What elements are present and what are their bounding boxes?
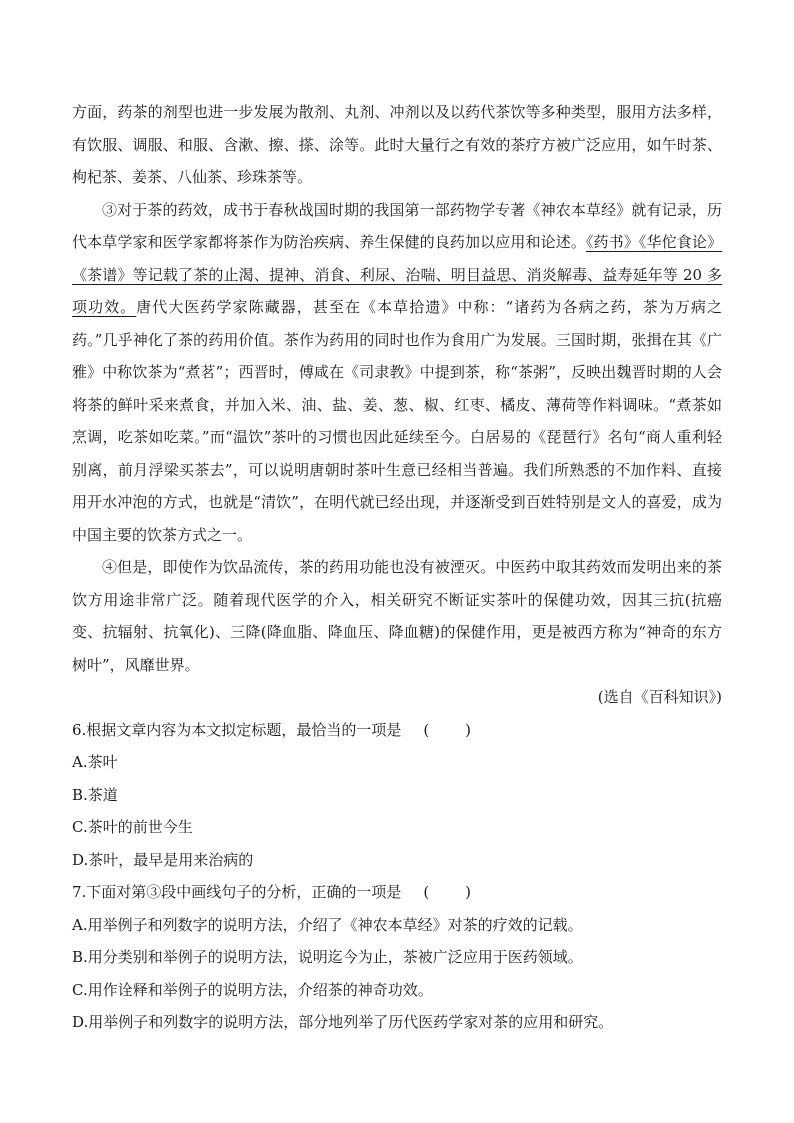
option-d[interactable]: D.用举例子和列数字的说明方法，部分地列举了历代医药学家对茶的应用和研究。 xyxy=(72,1013,614,1031)
option-a[interactable]: A.用举例子和列数字的说明方法，介绍了《神农本草经》对茶的疗效的记载。 xyxy=(72,915,583,934)
question-stem xyxy=(72,876,722,909)
paragraph-3-opening: ③对于茶的药效，成书于春秋战国时期的我国第一部药物学专著《神农本草经》就有记录，历代本草学家和医学家都将茶作为防治疾病、养生保健的良药加以应用和论述。 xyxy=(72,200,722,251)
paragraph-3-rest: 唐代大医药学家陈藏器，甚至在《本草拾遗》中称：“诸药为各病之药，茶为万病之药。”几乎神化了茶的药用价值。茶作为药用的同时也作为食用广为发展。三国时期，张揖在其《广雅》中称饮茶为“煮茗”；西晋时，傅咸在《司隶教》中提到茶，称“茶粥”，反映出魏晋时期的人会将茶的鲜叶采来煮食，并加入米、油、盐、姜、葱、椒、红枣、橘皮、薄荷等作料调味。“煮茶如烹调，吃茶如吃菜。”而“温饮”茶叶的习惯也因此延续至今。白居易的《琵琶行》名句“商人重利轻别离，前月浮梁买茶去”，可以说明唐朝时茶叶生意已经相当普遍。我们所熟悉的不加作料、直接用开水冲泡的方式，也就是“清饮”，在明代就已经出现，并逐渐受到百姓特别是文人的喜爱，成为中国主要的饮茶方式之一。 xyxy=(72,298,722,544)
option-b[interactable]: B.茶道 xyxy=(72,785,118,804)
option-d[interactable]: D.茶叶，最早是用来治病的 xyxy=(72,850,254,869)
answer-blank: ( ) xyxy=(423,883,474,901)
question-6-text: 6.根据文章内容为本文拟定标题，最恰当的一项是 xyxy=(72,720,402,739)
source-citation: (选自《百科知识》) xyxy=(597,688,722,706)
passage-paragraph-4: ④但是，即使作为饮品流传，茶的药用功能也没有被湮灭。中医药中取其药效而发明出来的茶饮方用途非常广泛。随着现代医学的介入，相关研究不断证实茶叶的保健功效，因其三抗(抗癌变、抗辐射、抗氧化)、三降(降血脂、降血压、降血糖)的保健作用，更是被西方称为“神奇的东方树叶”，风靡世界。 xyxy=(72,558,722,674)
option-a[interactable]: A.茶叶 xyxy=(72,753,118,771)
question-7-text: 7.下面对第③段中画线句子的分析，正确的一项是 xyxy=(72,883,402,901)
underlined-sentence: 《药书》《华佗食论》《茶谱》等记载了茶的止渴、提神、消食、利尿、治喘、明目益思、消炎解毒、益寿延年等 20 多项功效。 xyxy=(72,233,722,316)
passage-paragraph-3 xyxy=(72,194,722,552)
question-stem xyxy=(72,714,722,747)
question-7 xyxy=(72,876,722,1039)
option-c[interactable]: C.茶叶的前世今生 xyxy=(72,818,193,836)
passage-paragraph-continued: 方面，药茶的剂型也进一步发展为散剂、丸剂、冲剂以及以药代茶饮等多种类型，服用方法多样，有饮服、调服、和服、含漱、擦、搽、涂等。此时大量行之有效的茶疗方被广泛应用，如午时茶、枸杞茶、姜茶、八仙茶、珍珠茶等。 xyxy=(72,103,722,186)
option-b[interactable]: B.用分类别和举例子的说明方法，说明迄今为止，茶被广泛应用于医药领域。 xyxy=(72,948,583,966)
answer-blank: ( ) xyxy=(423,720,474,739)
option-c[interactable]: C.用作诠释和举例子的说明方法，介绍茶的神奇功效。 xyxy=(72,980,433,999)
question-6 xyxy=(72,714,722,877)
document-page xyxy=(72,96,722,1039)
